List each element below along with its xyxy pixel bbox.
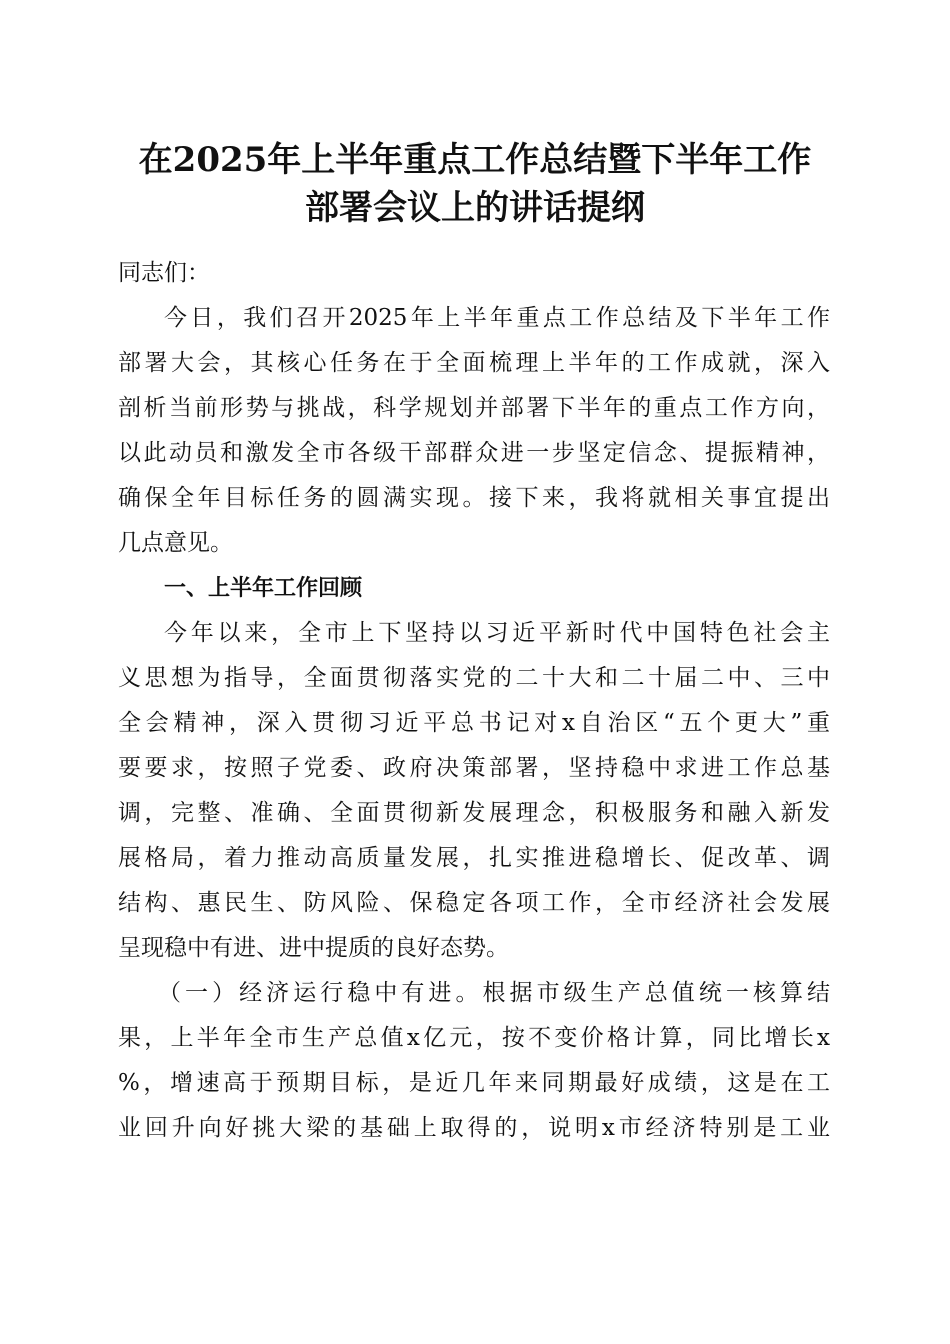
text-line: 确保全年目标任务的圆满实现。接下来，我将就相关事宜提出 — [118, 485, 830, 511]
text-line: 展格局，着力推动高质量发展，扎实推进稳增长、促改革、调 — [118, 845, 830, 871]
text-line: 业回升向好挑大梁的基础上取得的，说明x市经济特别是工业 — [118, 1115, 830, 1141]
salutation: 同志们： — [118, 260, 210, 286]
text-line: 义思想为指导，全面贯彻落实党的二十大和二十届二中、三中 — [118, 665, 830, 691]
document-body — [118, 251, 830, 1151]
document-title — [90, 136, 860, 232]
section-heading: 一、上半年工作回顾 — [164, 576, 363, 601]
title-line-2: 部署会议上的讲话提纲 — [305, 188, 645, 228]
text-line: 以此动员和激发全市各级干部群众进一步坚定信念、提振精神， — [118, 440, 830, 466]
text-line: 几点意见。 — [118, 530, 233, 556]
text-line: %，增速高于预期目标，是近几年来同期最好成绩，这是在工 — [118, 1070, 830, 1096]
text-line: （一）经济运行稳中有进。根据市级生产总值统一核算结 — [158, 980, 830, 1006]
text-line: 调，完整、准确、全面贯彻新发展理念，积极服务和融入新发 — [118, 800, 830, 826]
text-line: 今年以来，全市上下坚持以习近平新时代中国特色社会主 — [164, 620, 830, 646]
paragraph-economy — [118, 971, 830, 1151]
text-line: 果，上半年全市生产总值x亿元，按不变价格计算，同比增长x — [118, 1025, 830, 1051]
text-line: 结构、惠民生、防风险、保稳定各项工作，全市经济社会发展 — [118, 890, 830, 916]
text-line: 呈现稳中有进、进中提质的良好态势。 — [118, 935, 509, 961]
text-line: 部署大会，其核心任务在于全面梳理上半年的工作成就，深入 — [118, 350, 830, 376]
text-line: 全会精神，深入贯彻习近平总书记对x自治区“五个更大”重 — [118, 710, 830, 736]
paragraph-review — [118, 611, 830, 971]
text-line: 今日，我们召开2025年上半年重点工作总结及下半年工作 — [164, 305, 830, 331]
paragraph-opening — [118, 296, 830, 566]
text-line: 剖析当前形势与挑战，科学规划并部署下半年的重点工作方向， — [118, 395, 830, 421]
text-line: 要要求，按照子党委、政府决策部署，坚持稳中求进工作总基 — [118, 755, 830, 781]
title-line-1: 在2025年上半年重点工作总结暨下半年工作 — [138, 140, 812, 180]
